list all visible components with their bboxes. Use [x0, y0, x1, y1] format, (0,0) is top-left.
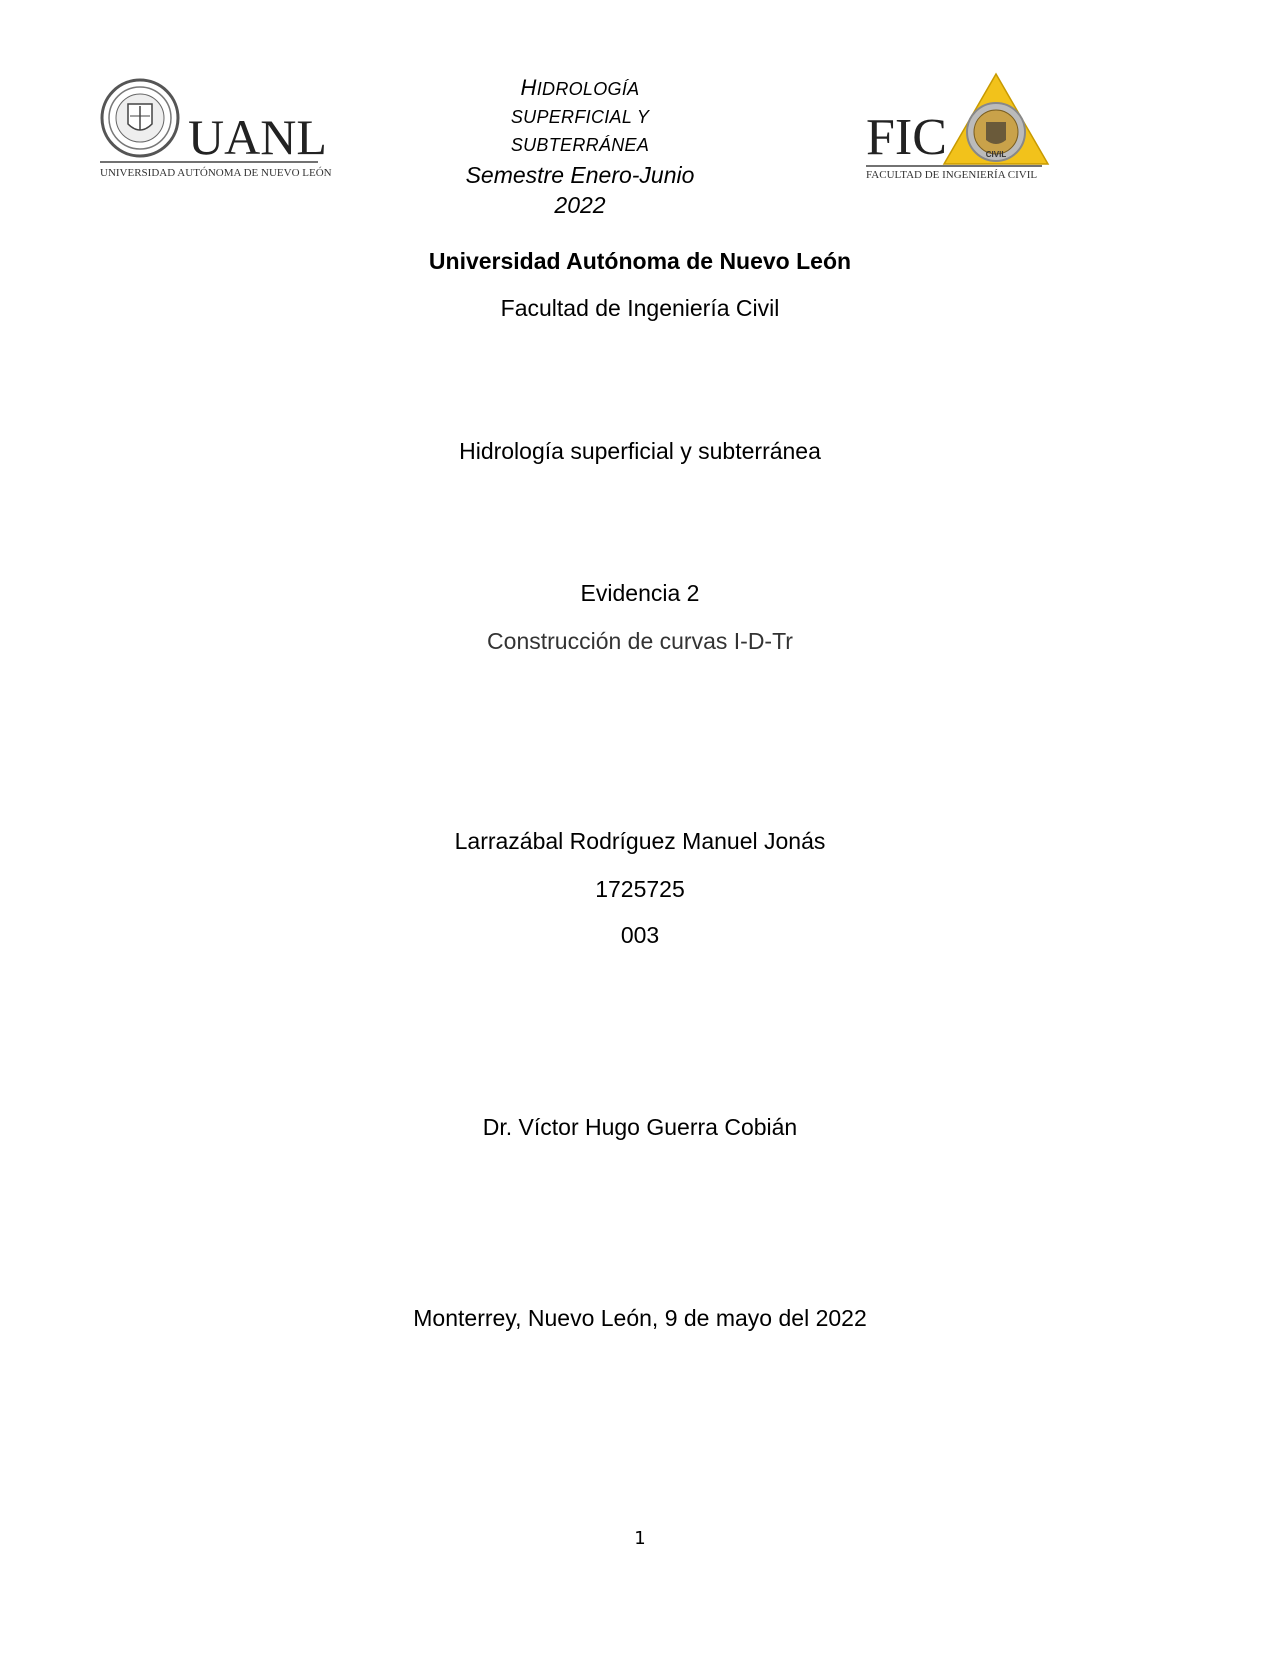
university-title: Universidad Autónoma de Nuevo León — [428, 248, 852, 274]
header-semester: Semestre Enero-Junio — [465, 162, 695, 188]
fic-seal-icon — [944, 74, 1048, 164]
student-name: Larrazábal Rodríguez Manuel Jonás — [454, 828, 826, 854]
student-id: 1725725 — [595, 876, 685, 902]
assignment-topic: Construcción de curvas I-D-Tr — [487, 628, 793, 654]
uanl-logo-subtitle: UNIVERSIDAD AUTÓNOMA DE NUEVO LEÓN — [100, 167, 332, 179]
header-course-line-2: SUPERFICIAL Y — [510, 107, 650, 127]
header-course-line-1: HIDROLOGÍA — [520, 75, 640, 100]
uanl-seal-icon — [102, 80, 178, 156]
uanl-logo — [100, 74, 340, 190]
place-date: Monterrey, Nuevo León, 9 de mayo del 2022 — [413, 1305, 867, 1331]
header-year: 2022 — [554, 192, 606, 218]
uanl-logo-text: UANL — [188, 109, 327, 165]
professor-name: Dr. Víctor Hugo Guerra Cobián — [482, 1114, 798, 1140]
fic-seal-label: CIVIL — [985, 150, 1007, 159]
assignment-title: Evidencia 2 — [580, 580, 700, 606]
group-number: 003 — [620, 922, 660, 948]
header-course-line-3: SUBTERRÁNEA — [510, 135, 650, 155]
page-number: 1 — [634, 1528, 646, 1549]
fic-logo — [866, 72, 1066, 196]
course-name: Hidrología superficial y subterránea — [459, 438, 821, 464]
header-course-block — [430, 74, 730, 219]
fic-logo-text: FIC — [866, 109, 947, 166]
fic-logo-subtitle: FACULTAD DE INGENIERÍA CIVIL — [866, 169, 1038, 181]
faculty-name: Facultad de Ingeniería Civil — [500, 295, 780, 321]
